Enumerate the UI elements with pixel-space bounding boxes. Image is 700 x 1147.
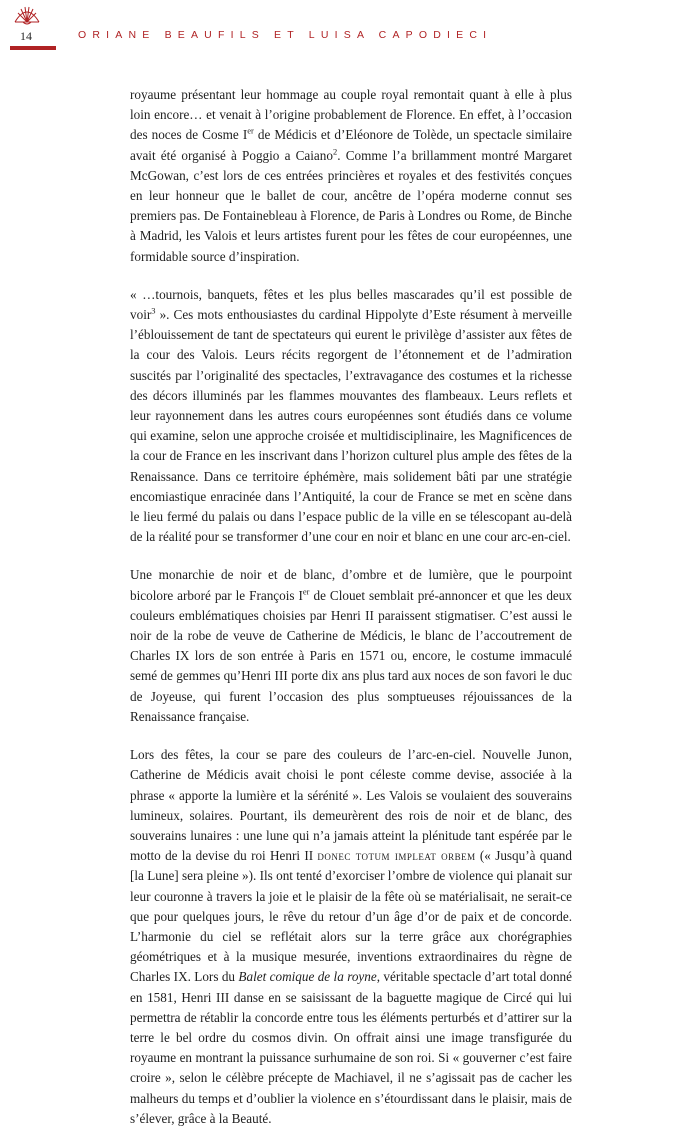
page-header xyxy=(0,0,700,56)
superscript-er: er xyxy=(302,586,310,597)
work-title: Balet comique de la royne xyxy=(238,969,377,985)
paragraph-1: royaume présentant leur hommage au couple royal remontait quant à elle à plus loin encore… et venait à l’origine probablement de Florence. En effet, à l’occasion des noces de Cosme Ier de Médicis et d’Eléonore de Tolède, un spectacle similaire avait été organisé à Poggio a Caiano$^2$. Comme l’a brillamment montré Margaret McGowan, c’est lors de ces entrées princières et royales et des festivités conçues en leur honneur que le ballet de cour, ancêtre de l’opéra moderne connut ses premiers pas. De Fontainebleau à Florence, de Paris à Londres ou Rome, de Binche à Madrid, les Valois et leurs artistes furent pour les fêtes de cour européennes, une formidable source d’inspiration. xyxy=(130,87,573,264)
paragraph-2: « …tournois, banquets, fêtes et les plus belles mascarades qu’il est possible de voir$^3$ ». Ces mots enthousiastes du cardinal Hippolyte d’Este résument à merveille l’éblouissement de tant de spectateurs qui eurent le privilège d’assister aux fêtes de la cour des Valois. Leurs récits regorgent de l’étonnement et de l’admiration suscités par l’originalité des spectacles, l’extravagance des costumes et la richesse des décors illuminés par les flammes mouvantes des flambeaux. Leurs reflets et leur rayonnement dans les autres cours européennes sont étudiés dans ce volume qui examine, selon une approche croisée et multidisciplinaire, les Magnificences de la cour de France en les inscrivant dans l’horizon culturel plus ample des fêtes de la Renaissance. Dans ce territoire éphémère, mais solidement bâti par une stratégie encomiastique enracinée dans l’Antiquité, la cour de France se met en scène dans le lieu fermé du palais ou dans l’espace public de la ville en se télescopant au-delà de la réalité pour se transformer d’une cour en noir et blanc en une cour arc-en-ciel. xyxy=(130,286,572,545)
latin-motto: donec totum impleat orbem xyxy=(317,848,476,864)
shell-logo-icon xyxy=(12,4,42,26)
superscript-er: er xyxy=(247,126,254,137)
paragraph-3: Une monarchie de noir et de blanc, d’ombre et de lumière, que le pourpoint bicolore arboré par le François Ier de Clouet semblait pré-annoncer et que les deux couleurs emblématiques choisies par Henri II paraissent stigmatiser. C’est aussi le noir de la robe de veuve de Catherine de Médicis, le blanc de l’accoutrement de Charles IX lors de son entrée à Paris en 1571 ou, encore, le costume immaculé semé de gemmes qu’Henri III porte dix ans plus tard aux noces de son favori le duc de Joyeuse, qui furent l’occasion des plus somptueuses réjouissances de la Renaissance française. xyxy=(130,567,572,724)
footnote-ref-2[interactable]: 2 xyxy=(332,146,338,157)
body-text xyxy=(130,85,572,1147)
running-head: ORIANE BEAUFILS ET LUISA CAPODIECI xyxy=(78,29,493,41)
paragraph-4: Lors des fêtes, la cour se pare des couleurs de l’arc-en-ciel. Nouvelle Junon, Catherine de Médicis avait choisi le pont céleste comme devise, associée à la phrase « apporte la lumière et la sérénité ». Les Valois se voulaient des souverains lumineux, solaires. Pourtant, ils demeurèrent des rois de noir et de blanc, des souverains lunaires : une lune qui n’a jamais atteint la plénitude tant espérée par le motto de la devise du roi Henri II donec totum impleat orbem (« Jusqu’à quand [la Lune] sera pleine »). Ils ont tenté d’exorciser l’ombre de violence qui planait sur leur couronne à travers la joie et le plaisir de la fête où se matérialisait, ne serait-ce que pour quelques jours, le rêve du retour d’un âge d’or de paix et de concorde. L’harmonie du ciel se reflétait alors sur la terre grâce aux chorégraphies géométriques et à la musique mesurée, inventions extraordinaires du règne de Charles IX. Lors du Balet comique de la royne, véritable spectacle d’art total donné en 1581, Henri III danse en se saisissant de la baguette magique de Circé qui lui permettra de rétablir la concorde entre tous les éléments perturbés et d’attirer sur la terre le bel ordre du cosmos divin. On offrait ainsi une image transfigurée du royaume en montrant la puissance surhumaine de son roi. Si « gouverner c’est faire croire », selon le célèbre précepte de Machiavel, il ne s’agissait pas de cacher les malheurs du temps et d’oublier la violence en s’étourdissant dans le plaisir, mais de s’élever, grâce à la Beauté. xyxy=(130,747,572,1126)
header-rule xyxy=(10,46,56,50)
footnote-ref-3[interactable]: 3 xyxy=(151,305,156,316)
page-number: 14 xyxy=(20,29,32,43)
